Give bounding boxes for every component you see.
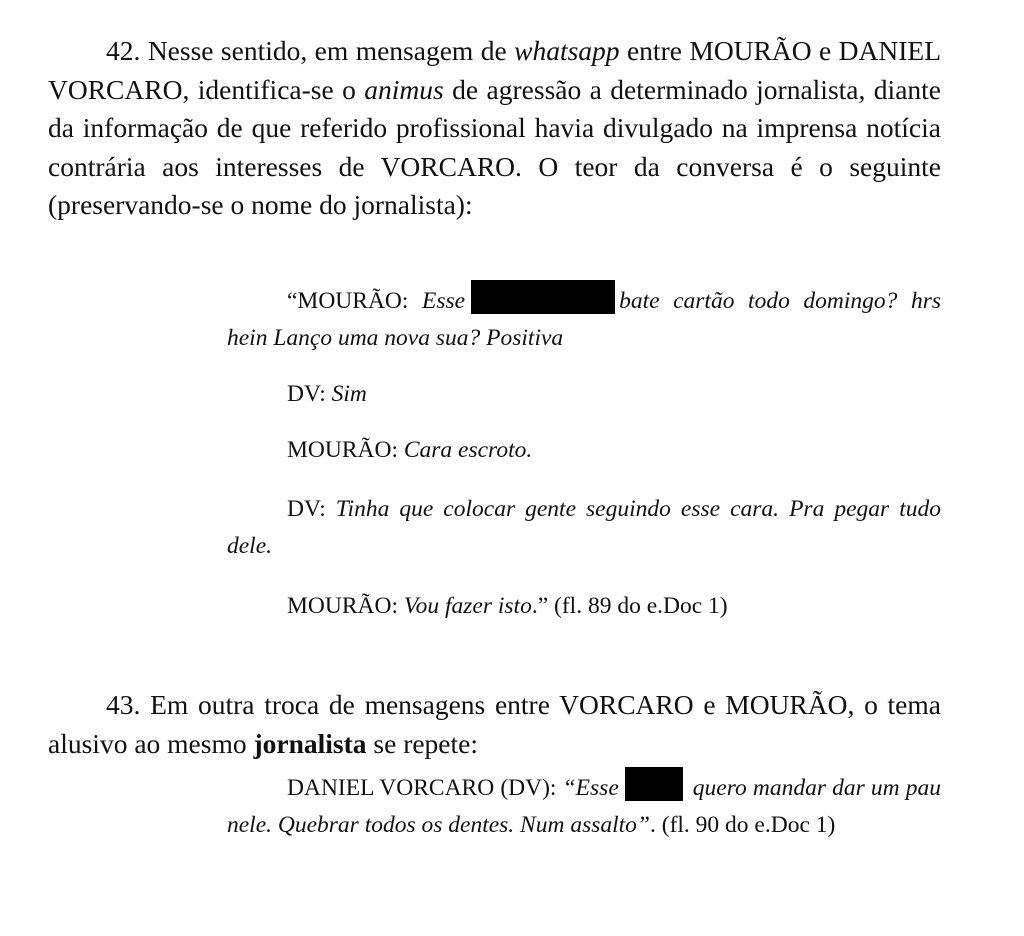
- quote-text: Vou fazer isto: [403, 593, 532, 619]
- paragraph-text: se repete:: [366, 727, 478, 759]
- paragraph-number: 43.: [106, 689, 141, 720]
- italic-term: whatsapp: [514, 35, 620, 66]
- speaker-label: DV:: [287, 381, 332, 407]
- quote-text: quero mandar dar um pau nele. Quebrar todos os dentes. Num assalto”: [227, 775, 942, 838]
- paragraph-number: 42.: [106, 35, 141, 66]
- quote-line-mourao-1: [227, 280, 941, 357]
- quote-text: “Esse: [562, 775, 619, 801]
- bold-term: jornalista: [253, 727, 367, 759]
- quote-text: bate cartão todo domingo? hrs hein Lanço uma nova sua? Positiva: [227, 288, 941, 351]
- quote-text: Esse: [422, 288, 466, 314]
- paragraph-text: entre MOURÃO e DANIEL VORCARO, identifica-se o: [48, 35, 942, 105]
- quote-text: Sim: [331, 381, 367, 407]
- speaker-label: “MOURÃO:: [287, 288, 422, 314]
- quote-vorcaro: [227, 767, 941, 844]
- quote-line-dv-2: [227, 491, 941, 565]
- quote-line-dv-1: [227, 376, 941, 413]
- paragraph-43: [48, 686, 941, 763]
- speaker-label: MOURÃO:: [287, 437, 404, 463]
- citation: .” (fl. 89 do e.Doc 1): [531, 593, 728, 619]
- paragraph-text: Nesse sentido, em mensagem de: [147, 35, 515, 66]
- italic-term: animus: [364, 73, 444, 105]
- quote-text: Tinha que colocar gente seguindo esse cara. Pra pegar tudo dele.: [227, 496, 941, 559]
- quote-text: Cara escroto.: [403, 437, 533, 463]
- speaker-label: DV:: [287, 496, 336, 522]
- quote-line-mourao-3: [227, 588, 941, 625]
- redaction-box: [625, 767, 683, 801]
- speaker-label: MOURÃO:: [287, 593, 404, 619]
- paragraph-text: de agressão a determinado jornalista, diante da informação de que referido profissional havia divulgado na imprensa notícia contrária aos interesses de VORCARO. O teor da conversa é o seguinte (preservando-se o nome do jornalista):: [48, 73, 941, 220]
- paragraph-text: Em outra troca de mensagens entre VORCARO e MOURÃO, o tema alusivo ao mesmo: [48, 689, 941, 759]
- quote-line-mourao-2: [227, 432, 941, 469]
- speaker-label: DANIEL VORCARO (DV):: [287, 775, 563, 801]
- redaction-box: [471, 280, 615, 314]
- paragraph-42: [48, 32, 941, 225]
- citation: . (fl. 90 do e.Doc 1): [650, 812, 836, 838]
